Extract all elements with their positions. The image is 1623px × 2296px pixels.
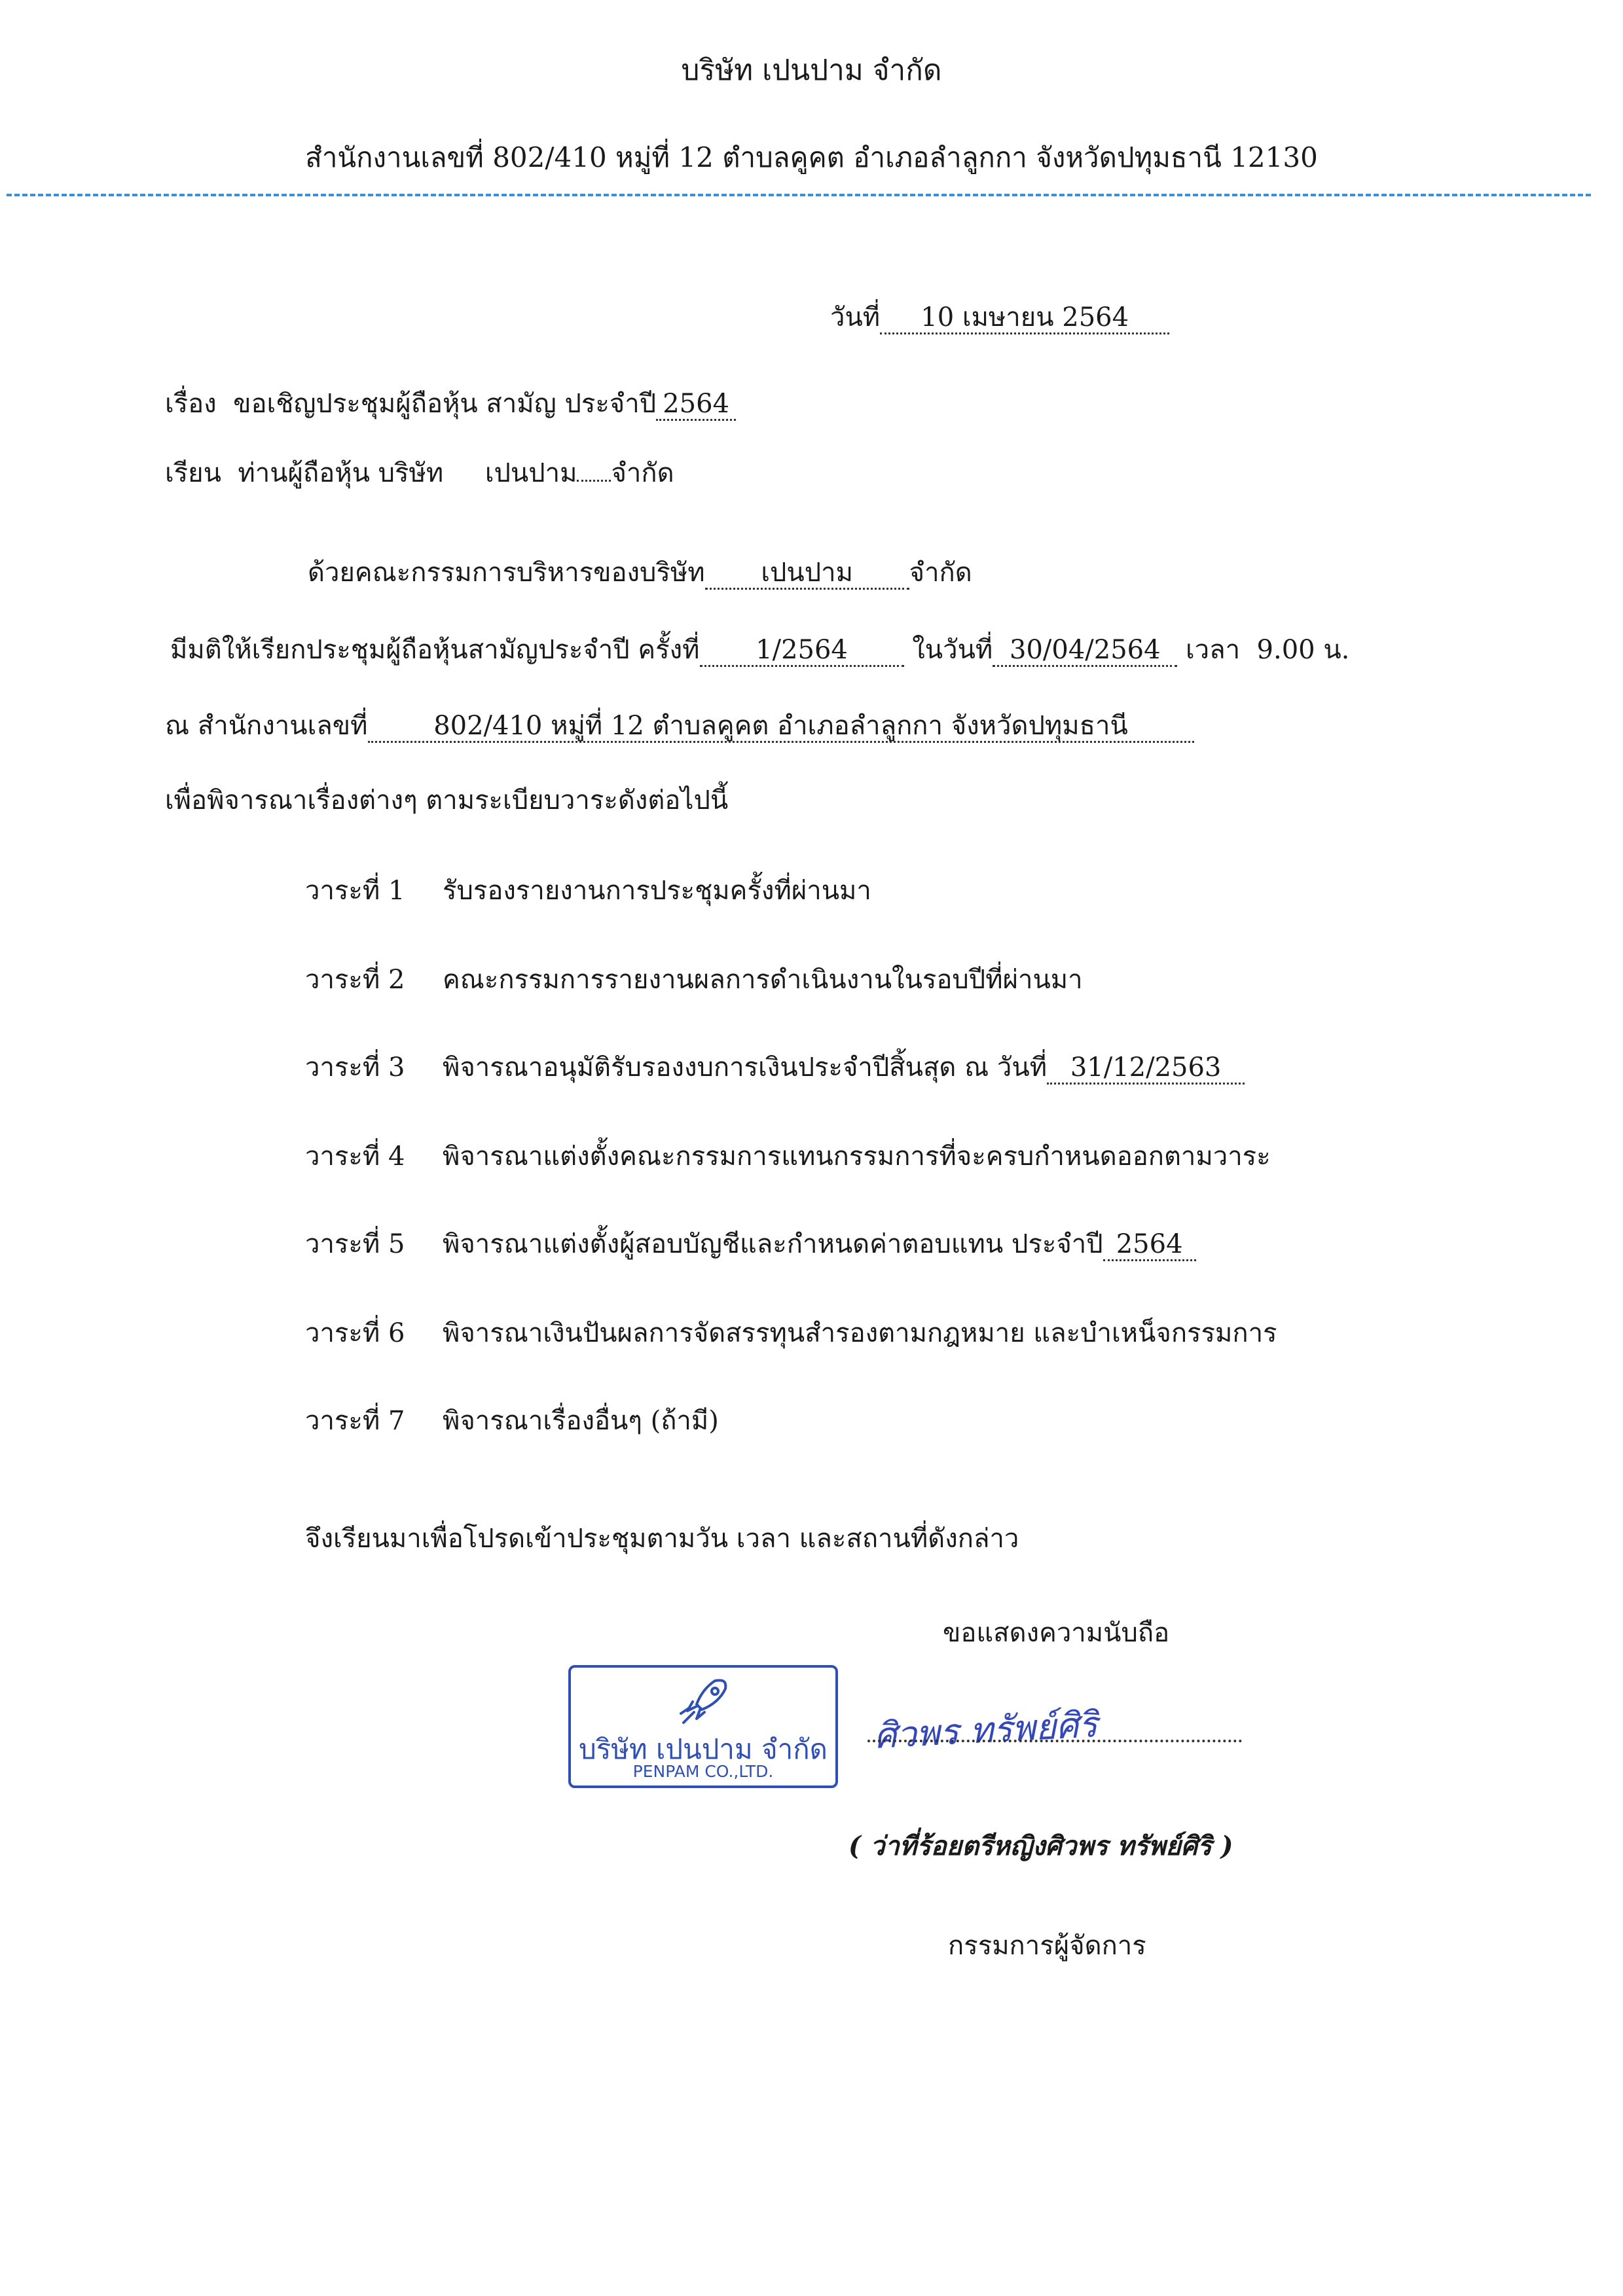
closing-text: จึงเรียนมาเพื่อโปรดเข้าประชุมตามวัน เวลา และสถานที่ดังกล่าว (305, 1524, 1019, 1554)
body-line-1-prefix: ด้วยคณะกรรมการบริหารของบริษัท (308, 558, 705, 588)
body-line-4: เพื่อพิจารณาเรื่องต่างๆ ตามระเบียบวาระดังต่อไปนี้ (165, 785, 729, 816)
agenda-number: วาระที่ 1 (305, 876, 405, 906)
body-line-3 (165, 704, 1194, 746)
agenda-number: วาระที่ 5 (305, 1229, 405, 1259)
recipient-label: เรียน (165, 458, 221, 488)
meeting-date-label: ในวันที่ (912, 635, 993, 665)
stamp-thai-text: บริษัท เปนปาม จำกัด (579, 1733, 828, 1765)
recipient-suffix: จำกัด (611, 458, 674, 488)
recipient-company: เปนปาม (484, 458, 577, 488)
company-stamp (568, 1665, 838, 1788)
agenda-item (305, 1135, 1271, 1177)
date-value: 10 เมษายน 2564 (880, 302, 1169, 334)
recipient-line (165, 452, 674, 493)
signature-line (867, 1740, 1242, 1742)
handwritten-signature: ศิวพร ทรัพย์ศิริ (873, 1704, 1099, 1757)
venue-label: ณ สำนักงานเลขที่ (165, 711, 368, 741)
agenda-number: วาระที่ 4 (305, 1141, 405, 1172)
agenda-text: คณะกรรมการรายงานผลการดำเนินงานในรอบปีที่ผ่านมา (443, 965, 1083, 995)
date-line (830, 296, 1169, 338)
header-divider (7, 194, 1591, 196)
body-line-2-prefix: มีมติให้เรียกประชุมผู้ถือหุ้นสามัญประจำปี ครั้งที่ (170, 635, 700, 665)
meeting-number: 1/2564 (700, 635, 904, 667)
body-company: เปนปาม (705, 558, 909, 590)
agenda-item (305, 1312, 1277, 1354)
date-label: วันที่ (830, 302, 881, 332)
agenda-text: รับรองรายงานการประชุมครั้งที่ผ่านมา (443, 876, 871, 906)
agenda-number: วาระที่ 7 (305, 1406, 405, 1436)
agenda-item (305, 869, 871, 911)
subject-text: ขอเชิญประชุมผู้ถือหุ้น สามัญ ประจำปี (233, 389, 657, 419)
agenda-item (305, 958, 1083, 1000)
body-line-2 (170, 628, 1349, 670)
agenda-text: พิจารณาแต่งตั้งผู้สอบบัญชีและกำหนดค่าตอบแทน ประจำปี (443, 1229, 1103, 1259)
agenda-text: พิจารณาเงินปันผลการจัดสรรทุนสำรองตามกฎหมาย และบำเหน็จกรรมการ (443, 1318, 1277, 1348)
agenda-text: พิจารณาแต่งตั้งคณะกรรมการแทนกรรมการที่จะครบกำหนดออกตามวาระ (443, 1141, 1271, 1172)
agenda-text: พิจารณาอนุมัติรับรองงบการเงินประจำปีสิ้นสุด ณ วันที่ (443, 1052, 1048, 1083)
agenda-number: วาระที่ 2 (305, 965, 405, 995)
meeting-time-label: เวลา (1186, 635, 1241, 665)
agenda-item (305, 1223, 1196, 1265)
recipient-blank (577, 480, 611, 482)
agenda-fill: 2564 (1103, 1229, 1196, 1261)
company-name-header: บริษัท เปนปาม จำกัด (681, 54, 942, 87)
stamp-english-text: PENPAM CO.,LTD. (632, 1762, 774, 1781)
subject-label: เรื่อง (165, 389, 217, 419)
agenda-number: วาระที่ 3 (305, 1052, 405, 1083)
meeting-date: 30/04/2564 (993, 635, 1177, 667)
signatory-title: กรรมการผู้จัดการ (948, 1931, 1146, 1961)
subject-year: 2564 (656, 389, 736, 421)
regards-text: ขอแสดงความนับถือ (943, 1618, 1170, 1648)
agenda-fill: 31/12/2563 (1047, 1052, 1245, 1085)
agenda-text: พิจารณาเรื่องอื่นๆ (ถ้ามี) (443, 1406, 719, 1436)
agenda-number: วาระที่ 6 (305, 1318, 405, 1348)
body-line-1-suffix: จำกัด (909, 558, 972, 588)
subject-line (165, 382, 736, 424)
agenda-item (305, 1046, 1245, 1088)
agenda-item (305, 1399, 719, 1441)
rocket-icon (674, 1674, 733, 1727)
signatory-name: ( ว่าที่ร้อยตรีหญิงศิวพร ทรัพย์ศิริ ) (848, 1831, 1233, 1861)
meeting-venue: 802/410 หมู่ที่ 12 ตำบลคูคต อำเภอลำลูกกา จังหวัดปทุมธานี (368, 711, 1194, 743)
meeting-time: 9.00 น. (1256, 635, 1350, 665)
recipient-text: ท่านผู้ถือหุ้น บริษัท (238, 458, 444, 488)
body-line-1 (308, 551, 972, 593)
company-address: สำนักงานเลขที่ 802/410 หมู่ที่ 12 ตำบลคูคต อำเภอลำลูกกา จังหวัดปทุมธานี 12130 (305, 141, 1318, 173)
